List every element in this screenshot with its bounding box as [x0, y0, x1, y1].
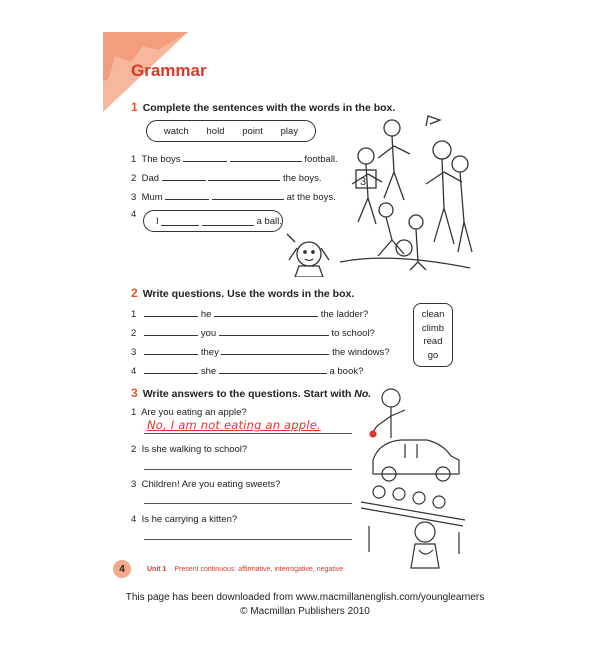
speech-bubble: I a ball.	[143, 210, 283, 232]
page-number: 4	[113, 560, 131, 578]
section-2-heading: 2 Write questions. Use the words in the box.	[131, 286, 355, 300]
word: play	[280, 125, 299, 137]
exercise-line: 3 they the windows?	[131, 347, 390, 358]
exercise-line: 4 she a book?	[131, 366, 364, 377]
answer-line	[144, 539, 352, 540]
word: hold	[206, 125, 225, 137]
verb: go	[427, 350, 439, 362]
answer-line	[144, 503, 352, 504]
svg-text:3: 3	[360, 176, 367, 188]
copyright: © Macmillan Publishers 2010	[240, 606, 370, 617]
section-3-heading: 3 Write answers to the questions. Start with No.	[131, 386, 372, 400]
exercise-line: 1 he the ladder?	[131, 309, 369, 320]
question: 4 Is he carrying a kitten?	[131, 514, 238, 525]
question: 1 Are you eating an apple?	[131, 407, 247, 418]
exercise-line: 2 Dad the boys.	[131, 173, 322, 184]
verb: clean	[421, 308, 445, 320]
answer-line	[144, 469, 352, 470]
page-title: Grammar	[131, 61, 207, 80]
verb-box	[413, 303, 453, 367]
word-box	[146, 120, 316, 142]
verb: climb	[421, 322, 445, 334]
question: 2 Is she walking to school?	[131, 444, 248, 455]
girl-illustration	[285, 232, 335, 277]
section-1-heading: 1 Complete the sentences with the words in the box.	[131, 100, 396, 114]
football-illustration	[330, 112, 480, 272]
unit-label: Unit 1 Present continuous: affirmative, interrogative, negative	[147, 566, 344, 573]
word: watch	[163, 125, 189, 137]
download-note: This page has been downloaded from www.macmillanenglish.com/younglearners	[125, 592, 485, 603]
exercise-number: 4	[131, 209, 137, 220]
exercise-line: 1 The boys football.	[131, 154, 338, 165]
answer-line	[144, 433, 352, 434]
exercise-line: 2 you to school?	[131, 328, 375, 339]
verb: read	[423, 336, 443, 348]
question: 3 Children! Are you eating sweets?	[131, 479, 281, 490]
example-answer: No, I am not eating an apple.	[147, 418, 321, 432]
word: point	[242, 125, 263, 137]
exercise-line: 3 Mum at the boys.	[131, 192, 336, 203]
section-3-illustration	[355, 382, 480, 572]
